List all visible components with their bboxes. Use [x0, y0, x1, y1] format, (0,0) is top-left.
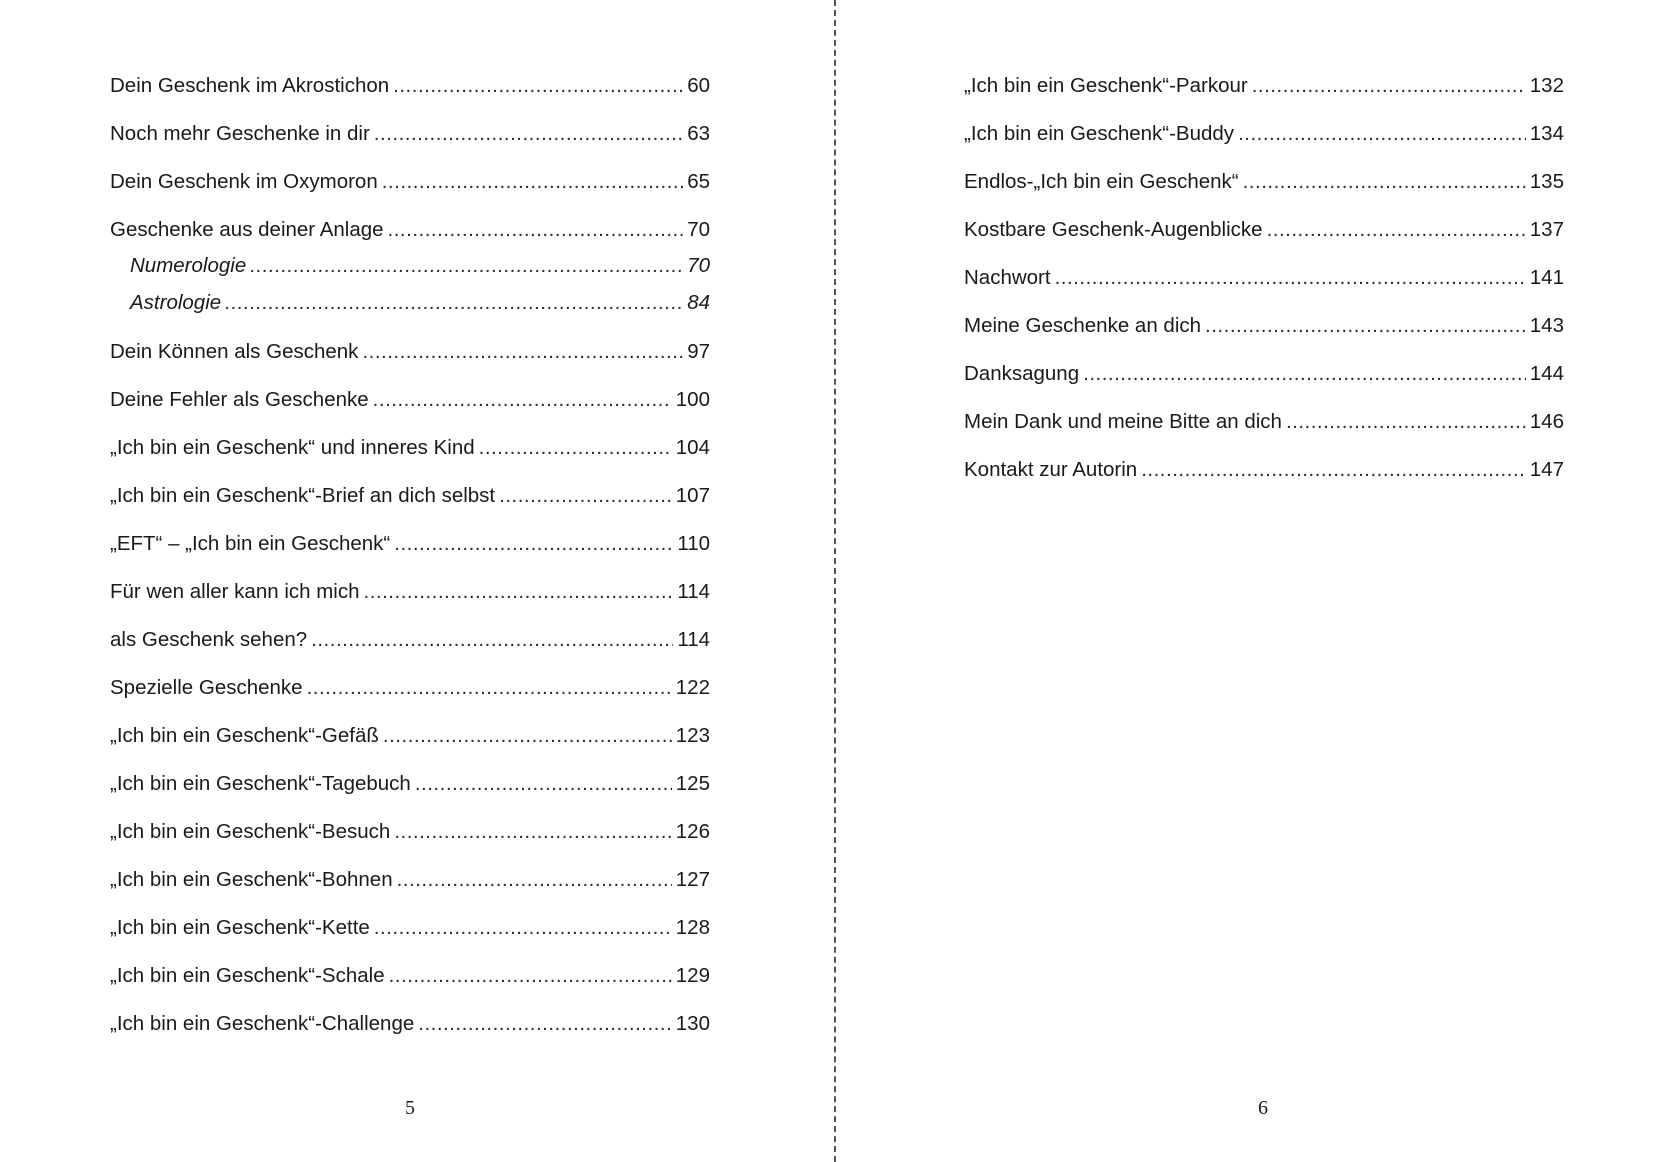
toc-entry[interactable] [964, 410, 1564, 458]
dot-leader [1238, 122, 1526, 146]
toc-entry[interactable] [110, 676, 710, 724]
dot-leader [383, 724, 672, 748]
toc-entry[interactable] [964, 74, 1564, 122]
toc-entry-page: 107 [675, 484, 710, 507]
dot-leader [225, 291, 683, 315]
toc-entry[interactable] [110, 170, 710, 218]
dot-leader [250, 254, 683, 278]
toc-entry[interactable] [110, 1012, 710, 1060]
dot-leader [382, 170, 683, 194]
toc-entry-title: Mein Dank und meine Bitte an dich [964, 410, 1282, 433]
toc-entry-title: Dein Geschenk im Oxymoron [110, 170, 378, 193]
toc-entry[interactable] [110, 916, 710, 964]
right-page [838, 0, 1665, 1162]
toc-entry[interactable] [110, 122, 710, 170]
toc-entry[interactable] [110, 772, 710, 820]
toc-subentry[interactable] [110, 291, 710, 328]
toc-entry[interactable] [110, 340, 710, 388]
toc-entry-page: 132 [1529, 74, 1564, 97]
dot-leader [393, 74, 683, 98]
dot-leader [1083, 362, 1526, 386]
toc-entry-title: Astrologie [130, 291, 222, 314]
toc-entry-title: „Ich bin ein Geschenk“-Brief an dich selbst [110, 484, 496, 507]
toc-entry-title: Deine Fehler als Geschenke [110, 388, 369, 411]
toc-entry-title: Nachwort [964, 266, 1051, 289]
toc-entry-page: 70 [687, 218, 710, 241]
toc-entry-page: 123 [675, 724, 710, 747]
toc-entry-page: 129 [675, 964, 710, 987]
toc-entry[interactable] [110, 218, 710, 254]
toc-entry-title: Dein Können als Geschenk [110, 340, 359, 363]
toc-entry[interactable] [964, 266, 1564, 314]
toc-entry-title: „EFT“ – „Ich bin ein Geschenk“ [110, 532, 391, 555]
toc-entry-page: 63 [687, 122, 710, 145]
toc-entry-title: Danksagung [964, 362, 1080, 385]
toc-entry[interactable] [964, 218, 1564, 266]
toc-entry[interactable] [110, 532, 710, 580]
dot-leader [374, 916, 672, 940]
toc-entry-title: Kostbare Geschenk-Augenblicke [964, 218, 1263, 241]
toc-entry[interactable] [964, 314, 1564, 362]
toc-entry-title: Endlos-„Ich bin ein Geschenk“ [964, 170, 1239, 193]
dot-leader [394, 820, 671, 844]
toc-entry-page: 143 [1529, 314, 1564, 337]
dot-leader [311, 628, 673, 652]
toc-entry-page: 135 [1529, 170, 1564, 193]
dot-leader [307, 676, 672, 700]
toc-entry-title: als Geschenk sehen? [110, 628, 308, 651]
toc-entry[interactable] [964, 362, 1564, 410]
toc-list-right [964, 74, 1564, 506]
page-divider [834, 0, 836, 1162]
toc-entry-title: Geschenke aus deiner Anlage [110, 218, 384, 241]
toc-entry[interactable] [110, 436, 710, 484]
toc-entry[interactable] [110, 820, 710, 868]
toc-entry[interactable] [110, 724, 710, 772]
toc-entry-title: „Ich bin ein Geschenk“-Schale [110, 964, 385, 987]
toc-entry-page: 125 [675, 772, 710, 795]
toc-entry-title: „Ich bin ein Geschenk“ und inneres Kind [110, 436, 475, 459]
toc-entry-title: „Ich bin ein Geschenk“-Challenge [110, 1012, 415, 1035]
toc-entry[interactable] [110, 628, 710, 676]
dot-leader [415, 772, 672, 796]
dot-leader [1243, 170, 1526, 194]
toc-entry[interactable] [964, 458, 1564, 506]
toc-entry-title: Spezielle Geschenke [110, 676, 303, 699]
toc-entry-title: Numerologie [130, 254, 247, 277]
toc-entry-page: 134 [1529, 122, 1564, 145]
toc-entry-title: „Ich bin ein Geschenk“-Kette [110, 916, 370, 939]
page-number: 5 [405, 1097, 415, 1119]
toc-entry[interactable] [110, 964, 710, 1012]
toc-entry-page: 100 [675, 388, 710, 411]
toc-entry-title: „Ich bin ein Geschenk“-Gefäß [110, 724, 379, 747]
dot-leader [394, 532, 673, 556]
toc-entry-page: 60 [687, 74, 710, 97]
toc-entry-page: 128 [675, 916, 710, 939]
toc-entry-title: „Ich bin ein Geschenk“-Buddy [964, 122, 1235, 145]
toc-entry-page: 122 [675, 676, 710, 699]
dot-leader [374, 122, 683, 146]
toc-entry-page: 70 [687, 254, 710, 277]
toc-entry[interactable] [110, 484, 710, 532]
toc-entry-title: „Ich bin ein Geschenk“-Bohnen [110, 868, 393, 891]
dot-leader [373, 388, 672, 412]
toc-entry[interactable] [110, 868, 710, 916]
toc-entry-page: 146 [1529, 410, 1564, 433]
dot-leader [364, 580, 674, 604]
toc-entry-page: 127 [675, 868, 710, 891]
dot-leader [389, 964, 672, 988]
toc-entry-title: Dein Geschenk im Akrostichon [110, 74, 390, 97]
toc-entry-page: 114 [677, 628, 710, 651]
toc-entry-page: 137 [1529, 218, 1564, 241]
toc-entry-title: Noch mehr Geschenke in dir [110, 122, 370, 145]
toc-entry-page: 114 [677, 580, 710, 603]
toc-entry-page: 144 [1529, 362, 1564, 385]
toc-entry-page: 147 [1529, 458, 1564, 481]
toc-entry-page: 84 [687, 291, 710, 314]
toc-entry-title: Für wen aller kann ich mich [110, 580, 360, 603]
toc-entry[interactable] [110, 74, 710, 122]
toc-entry[interactable] [110, 580, 710, 628]
toc-entry-title: „Ich bin ein Geschenk“-Besuch [110, 820, 391, 843]
toc-entry-title: Kontakt zur Autorin [964, 458, 1138, 481]
dot-leader [418, 1012, 672, 1036]
toc-entry-page: 104 [675, 436, 710, 459]
toc-subentry[interactable] [110, 254, 710, 291]
toc-entry[interactable] [110, 388, 710, 436]
toc-entry-page: 141 [1529, 266, 1564, 289]
dot-leader [362, 340, 683, 364]
dot-leader [499, 484, 672, 508]
dot-leader [1252, 74, 1526, 98]
dot-leader [1205, 314, 1526, 338]
toc-entry-page: 65 [687, 170, 710, 193]
toc-entry-title: „Ich bin ein Geschenk“-Parkour [964, 74, 1248, 97]
dot-leader [1141, 458, 1526, 482]
toc-entry[interactable] [964, 170, 1564, 218]
toc-entry-title: „Ich bin ein Geschenk“-Tagebuch [110, 772, 411, 795]
dot-leader [479, 436, 672, 460]
dot-leader [1055, 266, 1526, 290]
toc-entry-page: 126 [675, 820, 710, 843]
toc-entry[interactable] [964, 122, 1564, 170]
toc-list-left [110, 74, 710, 1060]
dot-leader [388, 218, 684, 242]
dot-leader [1267, 218, 1526, 242]
dot-leader [397, 868, 672, 892]
toc-entry-page: 130 [675, 1012, 710, 1035]
toc-entry-page: 110 [677, 532, 710, 555]
toc-entry-title: Meine Geschenke an dich [964, 314, 1202, 337]
dot-leader [1286, 410, 1526, 434]
toc-entry-page: 97 [687, 340, 710, 363]
page-number: 6 [1258, 1097, 1268, 1119]
